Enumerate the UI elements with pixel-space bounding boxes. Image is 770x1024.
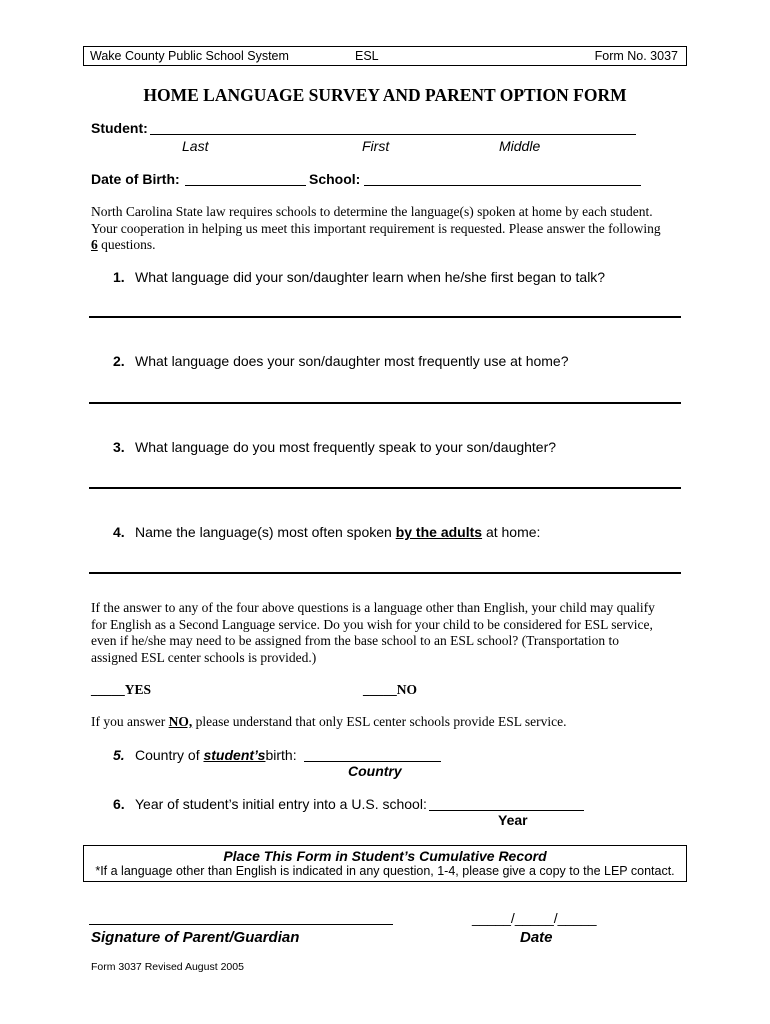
question-number: 3.: [113, 439, 125, 455]
intro-line-3: questions.: [97, 237, 156, 252]
question-5: [113, 747, 297, 763]
answer-2-field[interactable]: [89, 402, 681, 404]
question-1: [113, 269, 605, 285]
last-name-sublabel: Last: [182, 138, 209, 154]
date-field[interactable]: _____/_____/_____: [472, 910, 597, 926]
question-4: [113, 524, 540, 540]
footer-revision: Form 3037 Revised August 2005: [91, 961, 244, 973]
q5-emphasis: student’s: [203, 747, 266, 763]
signature-label: Signature of Parent/Guardian: [91, 929, 300, 946]
question-number: 6.: [113, 796, 125, 812]
option-line-4: assigned ESL center schools is provided.): [91, 649, 317, 665]
no-note-pre: If you answer: [91, 714, 169, 729]
option-paragraph: [91, 600, 689, 666]
intro-line-1: North Carolina State law requires schools to determine the language(s) spoken at home by each student.: [91, 204, 653, 219]
question-text-emphasis: by the adults: [395, 524, 483, 540]
question-text: What language did your son/daughter learn when he/she first began to talk?: [135, 269, 606, 285]
dob-field[interactable]: [185, 185, 306, 186]
page-title: HOME LANGUAGE SURVEY AND PARENT OPTION FORM: [143, 85, 627, 105]
question-text: What language does your son/daughter most frequently use at home?: [135, 353, 569, 369]
q5-post: birth:: [265, 747, 297, 763]
yes-option[interactable]: _____YES: [91, 682, 152, 697]
no-option[interactable]: _____NO: [363, 682, 417, 697]
no-note: [91, 714, 567, 731]
question-text-pre: Name the language(s) most often spoken: [135, 524, 396, 540]
option-line-2: for English as a Second Language service. Do you wish for your child to be considered for ESL service,: [91, 616, 653, 632]
student-name-field[interactable]: [150, 134, 636, 135]
option-line-1: If the answer to any of the four above questions is a language other than English, your child may qualify: [91, 600, 655, 615]
question-text: What language do you most frequently speak to your son/daughter?: [135, 439, 557, 455]
district-name: Wake County Public School System: [90, 49, 289, 63]
answer-3-field[interactable]: [89, 487, 681, 489]
signature-field[interactable]: [89, 924, 393, 925]
student-label: Student:: [91, 120, 148, 136]
year-sublabel: Year: [498, 812, 528, 828]
form-number: Form No. 3037: [594, 49, 678, 63]
question-number: 1.: [113, 269, 125, 285]
header-box: [83, 46, 687, 66]
question-6: [113, 796, 427, 812]
question-number: 4.: [113, 524, 125, 540]
question-count: 6: [91, 237, 98, 252]
question-number: 5.: [113, 747, 125, 763]
place-box-note: *If a language other than English is indicated in any question, 1-4, please give a copy to the LEP contact.: [95, 864, 675, 878]
school-field[interactable]: [364, 185, 641, 186]
question-3: [113, 439, 556, 455]
question-2: [113, 353, 569, 369]
cumulative-record-box: [83, 845, 687, 882]
date-label: Date: [520, 929, 553, 946]
no-note-emphasis: NO,: [168, 714, 193, 729]
intro-paragraph: [91, 204, 691, 254]
question-text: Year of student’s initial entry into a U.S. school:: [135, 796, 427, 812]
option-line-3: even if he/she may need to be assigned from the base school to an ESL school? (Transportation to: [91, 633, 620, 648]
answer-4-field[interactable]: [89, 572, 681, 574]
no-note-post: please understand that only ESL center schools provide ESL service.: [192, 714, 567, 729]
school-label: School:: [309, 171, 361, 187]
question-text-post: at home:: [482, 524, 541, 540]
q5-pre: Country of: [135, 747, 204, 763]
first-name-sublabel: First: [362, 138, 390, 154]
dob-label: Date of Birth:: [91, 171, 180, 187]
answer-1-field[interactable]: [89, 316, 681, 318]
intro-line-2: Your cooperation in helping us meet this important requirement is requested. Please answer the following: [91, 220, 661, 236]
middle-name-sublabel: Middle: [499, 138, 541, 154]
place-box-title: Place This Form in Student’s Cumulative Record: [223, 848, 547, 864]
country-sublabel: Country: [348, 763, 402, 779]
entry-year-field[interactable]: [429, 810, 584, 811]
program-name: ESL: [355, 49, 379, 63]
birth-country-field[interactable]: [304, 761, 441, 762]
question-number: 2.: [113, 353, 125, 369]
